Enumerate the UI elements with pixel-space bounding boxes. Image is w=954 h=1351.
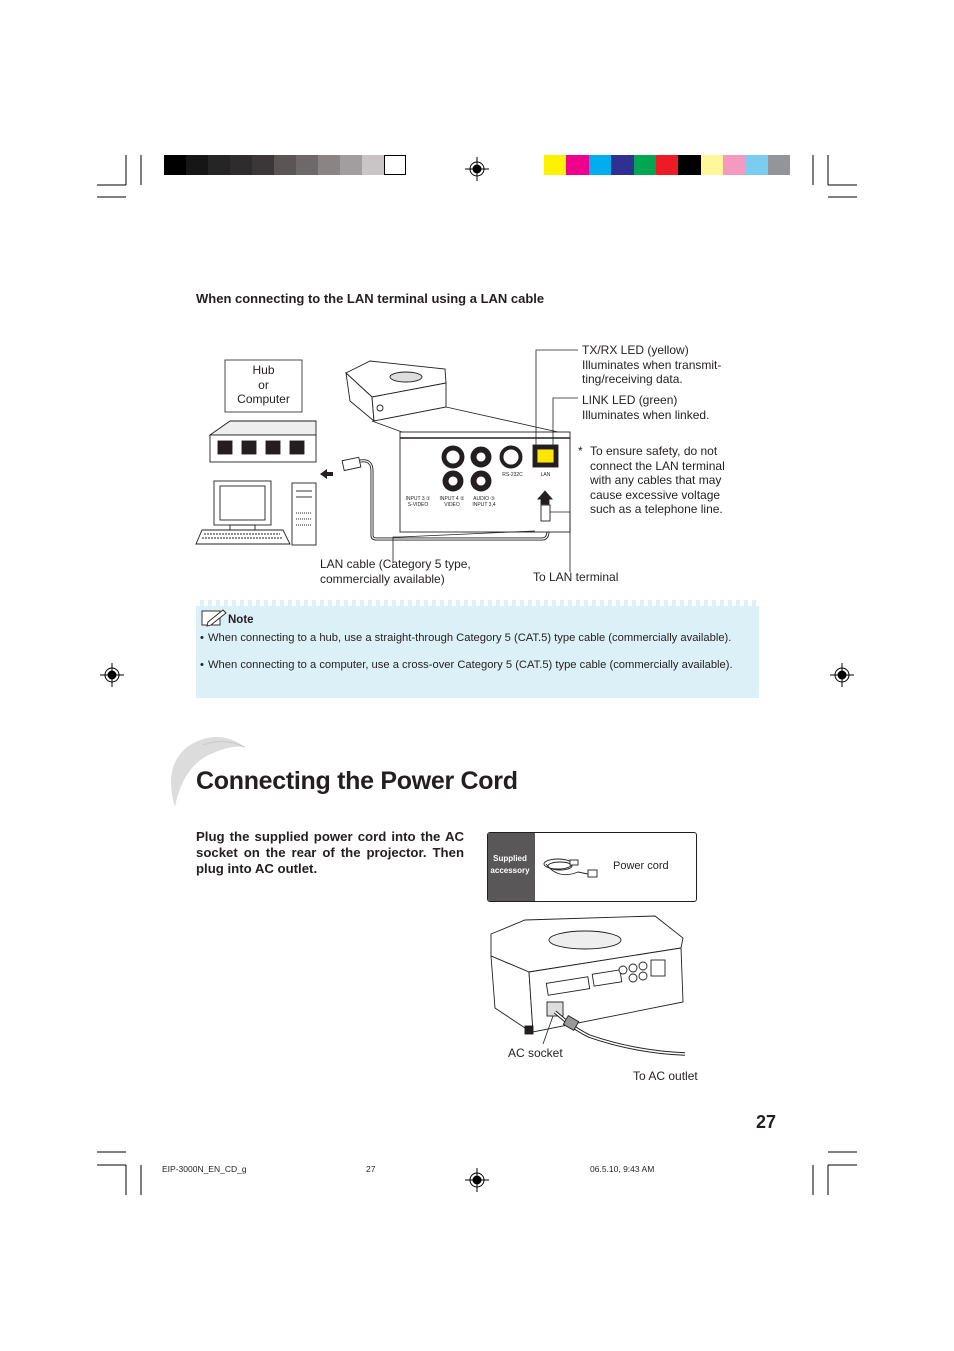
link-led-label: LINK LED (green) Illuminates when linked. — [582, 393, 710, 422]
to-ac-outlet-label: To AC outlet — [633, 1069, 698, 1083]
note-item: • When connecting to a computer, use a cross-over Category 5 (CAT.5) type cable (commercially available). — [200, 659, 745, 673]
color-bar-swatch — [678, 155, 700, 175]
gray-bar-swatch — [164, 155, 186, 175]
gray-bar-swatch — [252, 155, 274, 175]
color-bar-swatch — [634, 155, 656, 175]
color-bar-swatch — [768, 155, 790, 175]
color-bar-swatch — [566, 155, 588, 175]
footer-page: 27 — [366, 1164, 376, 1174]
power-intro-text: Plug the supplied power cord into the AC socket on the rear of the projector. Then plug into AC outlet. — [196, 829, 464, 876]
page-number: 27 — [756, 1112, 777, 1132]
ac-socket-label: AC socket — [508, 1046, 563, 1060]
color-bar-swatch — [723, 155, 745, 175]
terminal-panel — [400, 432, 570, 532]
color-bar-swatch — [544, 155, 566, 175]
color-bar-swatch — [746, 155, 768, 175]
color-bar-swatch — [701, 155, 723, 175]
gray-bar-swatch — [208, 155, 230, 175]
gray-bar-swatch — [384, 155, 406, 175]
pencil-icon — [201, 608, 227, 628]
safety-note-text: To ensure safety, do not connect the LAN terminal with any cables that may cause excessive voltage such as a telephone line. — [590, 444, 725, 516]
note-item-text: When connecting to a hub, use a straight-through Category 5 (CAT.5) type cable (commercially available). — [208, 632, 732, 644]
panel-label-audio: AUDIO ③ INPUT 3,4 — [472, 496, 496, 508]
gray-bar-swatch — [318, 155, 340, 175]
gray-bar-swatch — [362, 155, 384, 175]
note-item-text: When connecting to a computer, use a cross-over Category 5 (CAT.5) type cable (commercially available). — [208, 659, 733, 671]
txrx-led-label: TX/RX LED (yellow) Illuminates when transmit- ting/receiving data. — [582, 343, 722, 386]
hub-label: Hub or Computer — [237, 363, 290, 406]
supplied-accessory-label: Supplied accessory — [490, 854, 530, 875]
note-item: • When connecting to a hub, use a straight-through Category 5 (CAT.5) type cable (commercially available). — [200, 632, 745, 646]
lan-cable-label: LAN cable (Category 5 type, commercially available) — [320, 557, 471, 586]
gray-bar-swatch — [274, 155, 296, 175]
color-bar-swatch — [656, 155, 678, 175]
power-cord-icon — [538, 852, 600, 882]
panel-label-rs232c: RS-232C — [502, 472, 523, 478]
gray-bar-swatch — [230, 155, 252, 175]
footer-timestamp: 06.5.10, 9:43 AM — [590, 1164, 655, 1174]
panel-label-lan: LAN — [540, 472, 551, 478]
gray-bar-swatch — [340, 155, 362, 175]
panel-label-input3: INPUT 3 ① S-VIDEO — [405, 496, 431, 508]
note-title: Note — [228, 614, 254, 626]
note-box — [196, 600, 759, 698]
gray-bar-swatch — [186, 155, 208, 175]
color-bar-swatch — [611, 155, 633, 175]
projector-icon — [346, 361, 446, 421]
footer-file: EIP-3000N_EN_CD_g — [162, 1164, 247, 1174]
to-lan-terminal-label: To LAN terminal — [533, 570, 619, 584]
hub-device-icon — [210, 421, 316, 462]
power-cord-label: Power cord — [613, 860, 669, 872]
safety-note: * To ensure safety, do not connect the LAN terminal with any cables that may cause excessive voltage such as a telephone line. — [578, 444, 738, 517]
lan-section-heading: When connecting to the LAN terminal using a LAN cable — [196, 291, 545, 306]
computer-icon — [196, 481, 316, 545]
gray-bar-swatch — [296, 155, 318, 175]
color-bar-swatch — [589, 155, 611, 175]
arrow-left-icon — [320, 469, 333, 479]
panel-label-input4: INPUT 4 ② VIDEO — [439, 496, 465, 508]
section-title: Connecting the Power Cord — [196, 767, 518, 795]
